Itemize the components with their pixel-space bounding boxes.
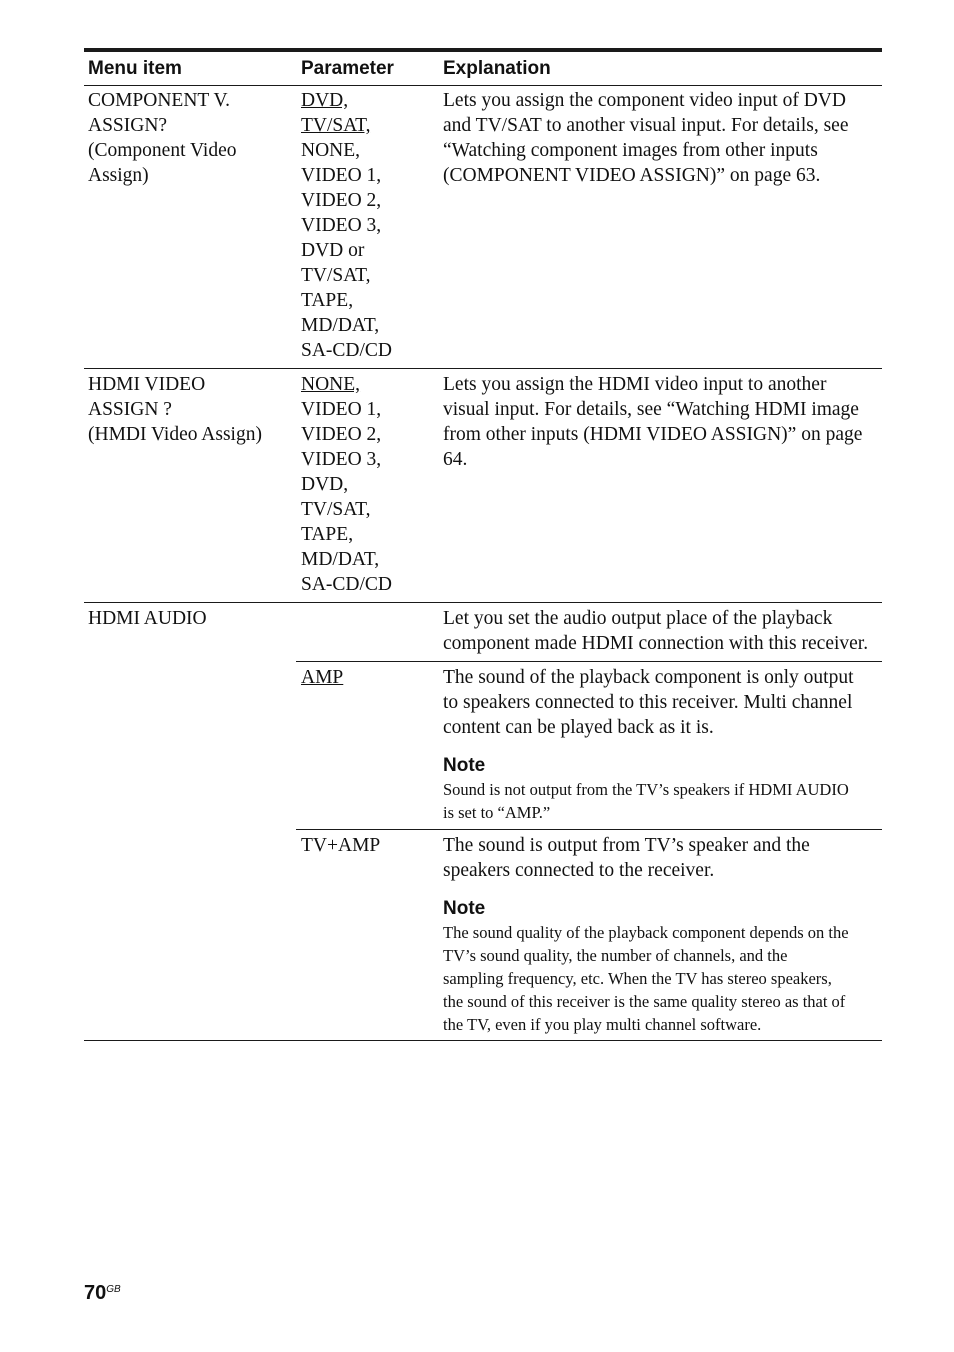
row-2-menu-item: HDMI AUDIO bbox=[88, 608, 207, 629]
row-2-explanation: Let you set the audio output place of the playback component made HDMI connection with this receiver. bbox=[443, 608, 869, 654]
row-1-parameters: NONE, VIDEO 1, VIDEO 2, VIDEO 3, DVD, TV/SAT, TAPE, MD/DAT, SA-CD/CD bbox=[301, 374, 393, 595]
amp-note-text: Sound is not output from the TV’s speakers if HDMI AUDIO is set to “AMP.” bbox=[443, 780, 849, 822]
table-top-rule bbox=[84, 48, 882, 52]
row-0-explanation: Lets you assign the component video input of DVD and TV/SAT to another visual input. For details, see “Watching component images from other inputs (COMPONENT VIDEO ASSIGN)” on page 63. bbox=[443, 90, 849, 186]
tv-amp-parameter: TV+AMP bbox=[301, 835, 381, 856]
default-parameter: DVD, bbox=[301, 90, 349, 111]
tv-amp-note-title: Note bbox=[443, 898, 486, 919]
header-menu-item: Menu item bbox=[88, 58, 182, 79]
sub-row-divider bbox=[296, 829, 882, 830]
page-number: $70^{GB}$ bbox=[84, 1282, 121, 1304]
table-bottom-rule bbox=[84, 1040, 882, 1041]
header-explanation: Explanation bbox=[443, 58, 551, 79]
row-1-explanation: Lets you assign the HDMI video input to another visual input. For details, see “Watching HDMI image from other inputs (HDMI VIDEO ASSIGN)” on page 64. bbox=[443, 374, 863, 470]
row-0-menu-item: COMPONENT V. ASSIGN? (Component Video Assign) bbox=[88, 90, 237, 186]
row-divider bbox=[84, 368, 882, 369]
header-rule bbox=[84, 85, 882, 86]
sub-row-divider bbox=[296, 661, 882, 662]
default-parameter: AMP bbox=[301, 667, 344, 688]
amp-note-title: Note bbox=[443, 755, 486, 776]
row-1-menu-item: HDMI VIDEO ASSIGN ? (HMDI Video Assign) bbox=[88, 374, 262, 445]
tv-amp-note-text: The sound quality of the playback component depends on the TV’s sound quality, the number of channels, and the sampling frequency, etc. When the TV has stereo speakers, the sound of this receiver is the same quality stereo as that of the TV, even if you play multi channel software. bbox=[443, 923, 849, 1034]
default-parameter: NONE, bbox=[301, 374, 361, 395]
tv-amp-explanation: The sound is output from TV’s speaker and the speakers connected to the receiver. bbox=[443, 835, 810, 881]
header-parameter: Parameter bbox=[301, 58, 394, 79]
amp-explanation: The sound of the playback component is only output to speakers connected to this receiver. Multi channel content can be played back as it is. bbox=[443, 667, 854, 738]
amp-parameter bbox=[301, 665, 343, 690]
row-0-parameters: DVD, TV/SAT, NONE, VIDEO 1, VIDEO 2, VIDEO 3, DVD or TV/SAT, TAPE, MD/DAT, SA-CD/CD bbox=[301, 90, 393, 361]
default-parameter: TV/SAT, bbox=[301, 115, 371, 136]
row-divider bbox=[84, 602, 882, 603]
